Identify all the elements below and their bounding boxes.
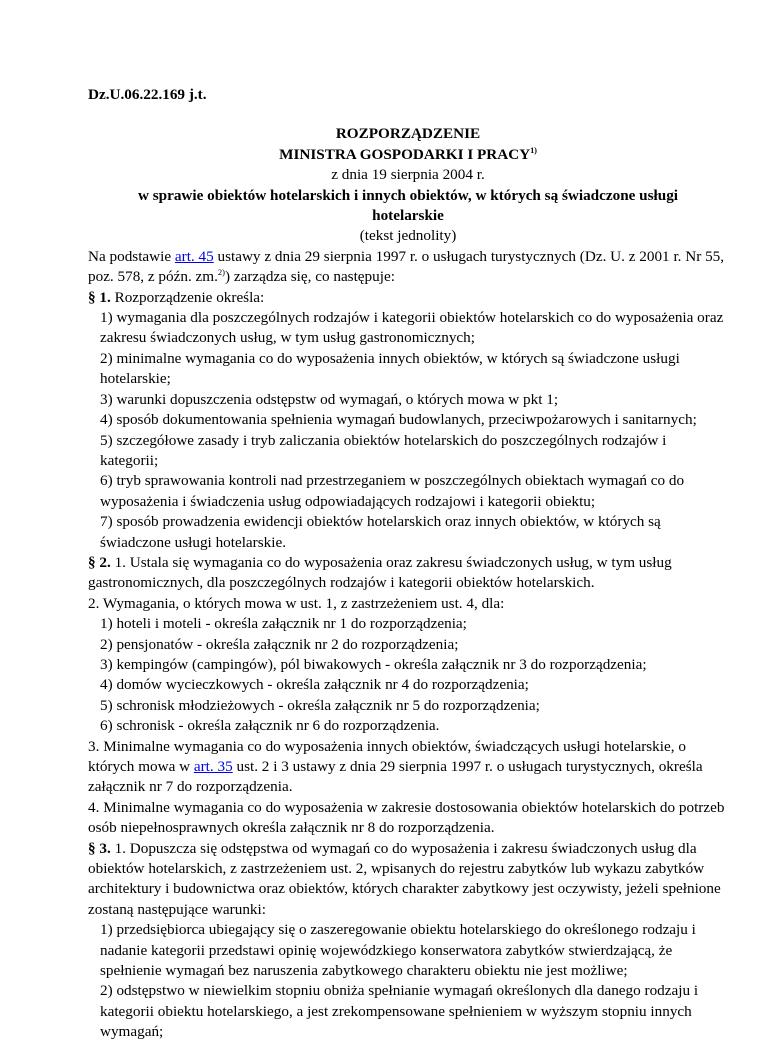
art-35-link[interactable]: art. 35	[193, 758, 233, 775]
section-2-para-2: 2. Wymagania, o których mowa w ust. 1, z zastrzeżeniem ust. 4, dla:	[88, 594, 505, 612]
list-item: 2) odstępstwo w niewielkim stopniu obniża spełnianie wymagań określonych dla danego rodzaju i kategorii obiektu hotelarskiego, a jest zrekompensowane spełnieniem w wyższym stopniu innych wymagań;	[100, 982, 699, 1041]
list-item: 2) pensjonatów - określa załącznik nr 2 do rozporządzenia;	[100, 635, 459, 653]
list-item: 4) domów wycieczkowych - określa załącznik nr 4 do rozporządzenia;	[100, 676, 529, 694]
section-label: § 2.	[88, 553, 111, 571]
doc-consolidated-note: (tekst jednolity)	[359, 227, 457, 245]
footnote-marker: 1)	[530, 145, 537, 155]
list-item: 5) schronisk młodzieżowych - określa załącznik nr 5 do rozporządzenia;	[100, 696, 540, 714]
section-2-para-3: 3. Minimalne wymagania co do wyposażenia innych obiektów, świadczących usługi hotelarskie, o których mowa w art. 35 ust. 2 i 3 ustawy z dnia 29 sierpnia 1997 r. o usługach turystycznych, określa załącznik nr 7 do rozporządzenia.	[88, 737, 703, 796]
doc-subject-line-2: hotelarskie	[372, 207, 444, 225]
list-item: 3) kempingów (campingów), pól biwakowych - określa załącznik nr 3 do rozporządzenia;	[100, 655, 647, 673]
art-45-link[interactable]: art. 45	[174, 247, 214, 265]
list-item: 4) sposób dokumentowania spełnienia wymagań budowlanych, przeciwpożarowych i sanitarnych;	[100, 411, 697, 429]
preamble: Na podstawie art. 45 ustawy z dnia 29 sierpnia 1997 r. o usługach turystycznych (Dz. U. z 2001 r. Nr 55, poz. 578, z późn. zm.$^{2)}$) zarządza się, co następuje:	[88, 247, 725, 286]
list-item: 5) szczegółowe zasady i tryb zaliczania obiektów hotelarskich do poszczególnych rodzajów i kategorii;	[100, 431, 667, 469]
section-label: § 3.	[88, 839, 111, 857]
list-item: 1) wymagania dla poszczególnych rodzajów i kategorii obiektów hotelarskich co do wyposażenia oraz zakresu świadczonych usług, w tym usług gastronomicznych;	[100, 309, 724, 347]
journal-reference: Dz.U.06.22.169 j.t.	[88, 86, 207, 103]
list-item: 6) schronisk - określa załącznik nr 6 do rozporządzenia.	[100, 717, 440, 735]
section-2-para-4: 4. Minimalne wymagania co do wyposażenia w zakresie dostosowania obiektów hotelarskich do potrzeb osób niepełnosprawnych określa załącznik nr 8 do rozporządzenia.	[88, 798, 725, 837]
doc-date: z dnia 19 sierpnia 2004 r.	[331, 166, 485, 184]
list-item: 1) hoteli i moteli - określa załącznik nr 1 do rozporządzenia;	[100, 615, 467, 633]
section-1-list	[88, 308, 728, 553]
list-item: 6) tryb sprawowania kontroli nad przestrzeganiem w poszczególnych obiektach wymagań co do wyposażenia i świadczenia usług odpowiadających rodzajowi i kategorii obiektu;	[100, 472, 685, 510]
list-item: 3) warunki dopuszczenia odstępstw od wymagań, o których mowa w pkt 1;	[100, 390, 559, 408]
section-1: § 1. Rozporządzenie określa:	[88, 288, 265, 306]
section-3-list	[88, 920, 728, 1042]
footnote-marker: 2)	[217, 267, 225, 278]
list-item: 1) przedsiębiorca ubiegający się o zaszeregowanie obiektu hotelarskiego do określonego rodzaju i nadanie kategorii przedstawi opinię wojewódzkiego konserwatora zabytków stwierdzającą, że spełnienie wymagań bez naruszenia zabytkowego charakteru obiektu nie jest możliwe;	[100, 921, 696, 980]
doc-title: ROZPORZĄDZENIE	[335, 125, 481, 143]
doc-issuer: MINISTRA GOSPODARKI I PRACY$^{1)}$	[279, 145, 537, 163]
section-3: § 3. 1. Dopuszcza się odstępstwa od wymagań co do wyposażenia i zakresu świadczonych usług dla obiektów hotelarskich, z zastrzeżeniem ust. 2, wpisanych do rejestru zabytków lub wykazu zabytków architektury i budownictwa oraz obiektów, których charakter zabytkowy jest oczywisty, jeżeli spełnione zostaną następujące warunki:	[88, 839, 721, 918]
list-item: 7) sposób prowadzenia ewidencji obiektów hotelarskich oraz innych obiektów, w których są świadczone usługi hotelarskie.	[100, 513, 661, 551]
list-item: 2) minimalne wymagania co do wyposażenia innych obiektów, w których są świadczone usługi hotelarskie;	[100, 349, 680, 388]
section-2: § 2. 1. Ustala się wymagania co do wyposażenia oraz zakresu świadczonych usług, w tym usług gastronomicznych, dla poszczególnych rodzajów i kategorii obiektów hotelarskich.	[88, 553, 672, 592]
section-2-list	[88, 614, 728, 736]
doc-subject-line-1: w sprawie obiektów hotelarskich i innych obiektów, w których są świadczone usługi	[137, 186, 679, 204]
section-label: § 1.	[88, 288, 111, 306]
